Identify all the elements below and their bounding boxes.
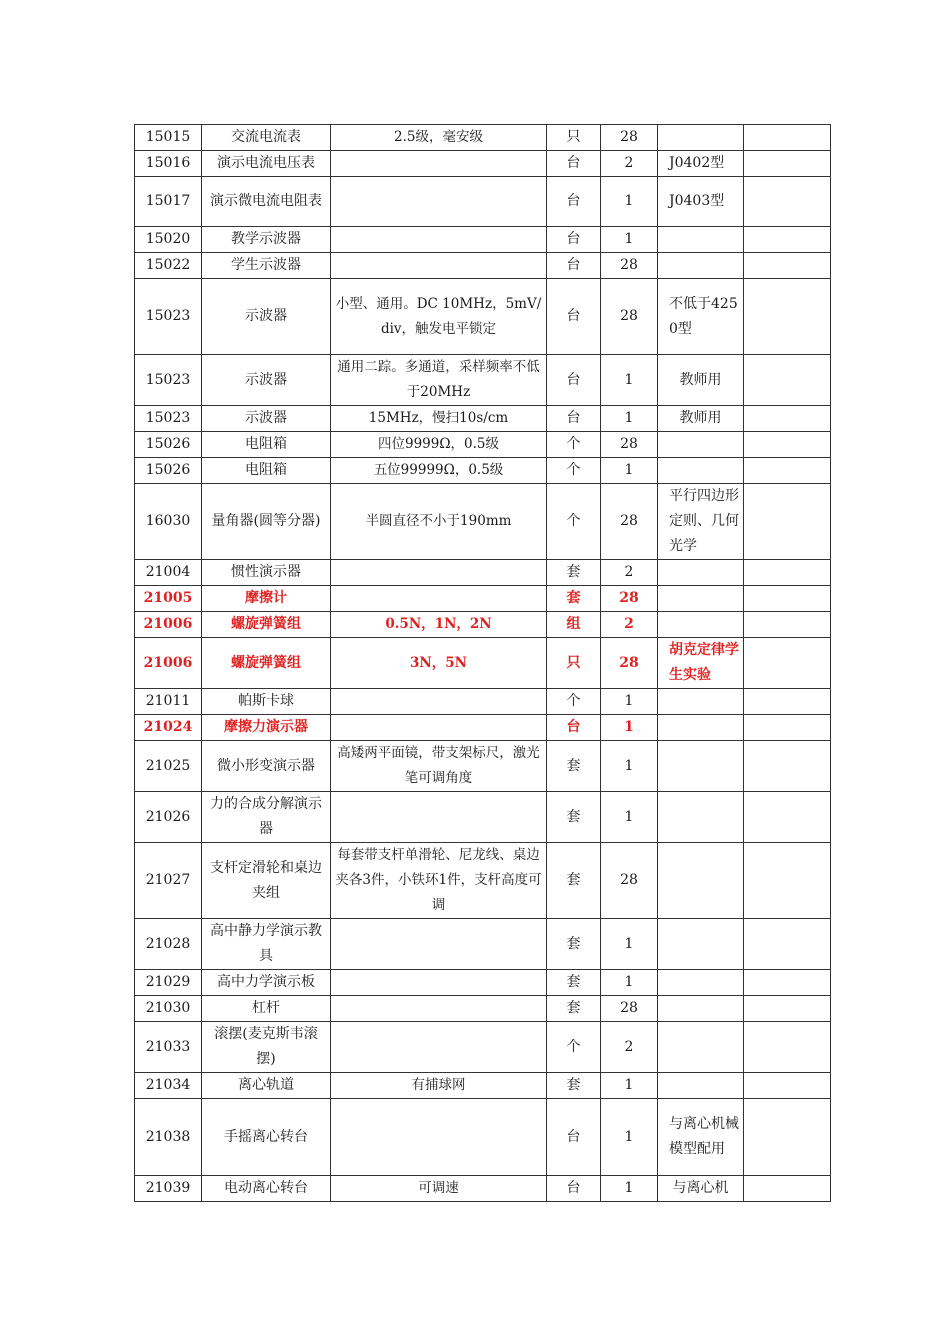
item-spec: 小型、通用。DC 10MHz，5mV/div，触发电平锁定	[331, 279, 547, 355]
item-spec: 0.5N，1N，2N	[331, 612, 547, 638]
item-code: 15023	[135, 355, 202, 406]
item-unit: 台	[547, 253, 601, 279]
item-code: 21027	[135, 843, 202, 919]
item-extra	[744, 432, 831, 458]
item-spec: 2.5级，毫安级	[331, 125, 547, 151]
item-extra	[744, 1022, 831, 1073]
item-name: 摩擦计	[202, 586, 331, 612]
item-name: 滚摆(麦克斯韦滚摆)	[202, 1022, 331, 1073]
item-spec	[331, 177, 547, 227]
item-spec: 四位9999Ω，0.5级	[331, 432, 547, 458]
item-spec	[331, 1022, 547, 1073]
item-unit: 台	[547, 406, 601, 432]
item-quantity: 1	[601, 177, 658, 227]
item-unit: 个	[547, 689, 601, 715]
item-unit: 只	[547, 125, 601, 151]
item-extra	[744, 227, 831, 253]
table-row	[135, 741, 831, 792]
item-extra	[744, 843, 831, 919]
item-extra	[744, 1176, 831, 1202]
item-quantity: 1	[601, 792, 658, 843]
item-note	[658, 1022, 744, 1073]
item-code: 21039	[135, 1176, 202, 1202]
table-row	[135, 792, 831, 843]
item-extra	[744, 638, 831, 689]
item-quantity: 1	[601, 1099, 658, 1176]
item-spec	[331, 227, 547, 253]
item-extra	[744, 715, 831, 741]
item-unit: 套	[547, 560, 601, 586]
item-name: 教学示波器	[202, 227, 331, 253]
item-spec: 可调速	[331, 1176, 547, 1202]
item-unit: 套	[547, 586, 601, 612]
item-note	[658, 227, 744, 253]
item-quantity: 1	[601, 715, 658, 741]
item-unit: 台	[547, 1176, 601, 1202]
item-name: 电阻箱	[202, 432, 331, 458]
item-code: 21006	[135, 638, 202, 689]
item-code: 15026	[135, 458, 202, 484]
table-row	[135, 919, 831, 970]
item-name: 演示电流电压表	[202, 151, 331, 177]
item-spec	[331, 560, 547, 586]
item-name: 惯性演示器	[202, 560, 331, 586]
item-code: 21011	[135, 689, 202, 715]
item-quantity: 28	[601, 484, 658, 560]
item-quantity: 1	[601, 458, 658, 484]
item-unit: 个	[547, 432, 601, 458]
equipment-table	[134, 124, 831, 1202]
item-code: 21028	[135, 919, 202, 970]
item-extra	[744, 125, 831, 151]
item-quantity: 28	[601, 253, 658, 279]
item-code: 15023	[135, 279, 202, 355]
item-spec: 有捕球网	[331, 1073, 547, 1099]
item-code: 21004	[135, 560, 202, 586]
table-row	[135, 458, 831, 484]
item-unit: 组	[547, 612, 601, 638]
item-spec	[331, 151, 547, 177]
item-code: 21006	[135, 612, 202, 638]
item-unit: 套	[547, 741, 601, 792]
item-spec: 通用二踪。多通道，采样频率不低于20MHz	[331, 355, 547, 406]
item-code: 21033	[135, 1022, 202, 1073]
item-quantity: 28	[601, 586, 658, 612]
item-name: 高中力学演示板	[202, 970, 331, 996]
item-spec: 半圆直径不小于190mm	[331, 484, 547, 560]
item-note: 教师用	[658, 406, 744, 432]
item-quantity: 1	[601, 227, 658, 253]
item-extra	[744, 1073, 831, 1099]
item-unit: 台	[547, 177, 601, 227]
item-code: 21024	[135, 715, 202, 741]
table-row	[135, 355, 831, 406]
item-quantity: 1	[601, 1073, 658, 1099]
table-row	[135, 586, 831, 612]
item-unit: 台	[547, 1099, 601, 1176]
item-quantity: 2	[601, 151, 658, 177]
item-extra	[744, 177, 831, 227]
item-name: 高中静力学演示教具	[202, 919, 331, 970]
item-unit: 套	[547, 792, 601, 843]
item-unit: 台	[547, 715, 601, 741]
item-spec: 每套带支杆单滑轮、尼龙线、桌边夹各3件，小铁环1件，支杆高度可调	[331, 843, 547, 919]
item-spec	[331, 586, 547, 612]
table-body	[135, 125, 831, 1202]
table-row	[135, 996, 831, 1022]
item-note: 不低于4250型	[658, 279, 744, 355]
item-extra	[744, 151, 831, 177]
item-unit: 个	[547, 484, 601, 560]
table-row	[135, 125, 831, 151]
item-extra	[744, 586, 831, 612]
item-name: 离心轨道	[202, 1073, 331, 1099]
item-unit: 台	[547, 279, 601, 355]
item-name: 示波器	[202, 279, 331, 355]
item-code: 21030	[135, 996, 202, 1022]
item-unit: 台	[547, 355, 601, 406]
item-spec	[331, 919, 547, 970]
item-note: 教师用	[658, 355, 744, 406]
item-extra	[744, 279, 831, 355]
table-row	[135, 1073, 831, 1099]
table-row	[135, 970, 831, 996]
item-note	[658, 586, 744, 612]
item-quantity: 28	[601, 996, 658, 1022]
item-code: 16030	[135, 484, 202, 560]
item-quantity: 28	[601, 279, 658, 355]
item-name: 螺旋弹簧组	[202, 612, 331, 638]
item-quantity: 1	[601, 406, 658, 432]
item-code: 15022	[135, 253, 202, 279]
item-spec	[331, 996, 547, 1022]
item-extra	[744, 253, 831, 279]
item-extra	[744, 689, 831, 715]
item-name: 微小形变演示器	[202, 741, 331, 792]
item-extra	[744, 741, 831, 792]
item-extra	[744, 919, 831, 970]
item-extra	[744, 1099, 831, 1176]
item-note: J0402型	[658, 151, 744, 177]
item-spec	[331, 970, 547, 996]
item-quantity: 28	[601, 125, 658, 151]
item-quantity: 28	[601, 432, 658, 458]
item-code: 21026	[135, 792, 202, 843]
item-name: 杠杆	[202, 996, 331, 1022]
item-extra	[744, 612, 831, 638]
table-row	[135, 1176, 831, 1202]
table-row	[135, 1022, 831, 1073]
item-unit: 套	[547, 843, 601, 919]
item-note: J0403型	[658, 177, 744, 227]
item-code: 21005	[135, 586, 202, 612]
item-note: 与离心机	[658, 1176, 744, 1202]
item-extra	[744, 406, 831, 432]
item-note	[658, 970, 744, 996]
item-spec	[331, 792, 547, 843]
item-name: 电动离心转台	[202, 1176, 331, 1202]
item-name: 电阻箱	[202, 458, 331, 484]
item-code: 21034	[135, 1073, 202, 1099]
item-unit: 台	[547, 227, 601, 253]
table-row	[135, 253, 831, 279]
item-extra	[744, 996, 831, 1022]
item-unit: 套	[547, 996, 601, 1022]
item-note: 平行四边形定则、几何光学	[658, 484, 744, 560]
table-row	[135, 612, 831, 638]
item-unit: 个	[547, 1022, 601, 1073]
item-unit: 台	[547, 151, 601, 177]
item-note	[658, 741, 744, 792]
item-note	[658, 612, 744, 638]
item-quantity: 2	[601, 560, 658, 586]
item-code: 15020	[135, 227, 202, 253]
item-note	[658, 560, 744, 586]
table-row	[135, 715, 831, 741]
item-note	[658, 432, 744, 458]
item-quantity: 28	[601, 638, 658, 689]
item-unit: 套	[547, 970, 601, 996]
item-name: 交流电流表	[202, 125, 331, 151]
table-row	[135, 484, 831, 560]
item-quantity: 28	[601, 843, 658, 919]
item-extra	[744, 484, 831, 560]
item-code: 21038	[135, 1099, 202, 1176]
table-row	[135, 406, 831, 432]
item-note	[658, 1073, 744, 1099]
table-row	[135, 279, 831, 355]
item-spec: 高矮两平面镜，带支架标尺，激光笔可调角度	[331, 741, 547, 792]
item-note	[658, 458, 744, 484]
item-spec: 15MHz，慢扫10s/cm	[331, 406, 547, 432]
item-note: 胡克定律学生实验	[658, 638, 744, 689]
item-extra	[744, 560, 831, 586]
item-extra	[744, 458, 831, 484]
item-quantity: 1	[601, 970, 658, 996]
item-unit: 套	[547, 1073, 601, 1099]
table-row	[135, 227, 831, 253]
table-row	[135, 432, 831, 458]
item-note: 与离心机械模型配用	[658, 1099, 744, 1176]
item-spec	[331, 689, 547, 715]
item-code: 15017	[135, 177, 202, 227]
item-spec: 3N，5N	[331, 638, 547, 689]
item-name: 摩擦力演示器	[202, 715, 331, 741]
table-row	[135, 689, 831, 715]
item-name: 力的合成分解演示器	[202, 792, 331, 843]
item-spec	[331, 715, 547, 741]
item-code: 15023	[135, 406, 202, 432]
item-code: 21025	[135, 741, 202, 792]
item-note	[658, 843, 744, 919]
item-quantity: 1	[601, 355, 658, 406]
item-quantity: 2	[601, 1022, 658, 1073]
item-quantity: 1	[601, 919, 658, 970]
item-note	[658, 253, 744, 279]
item-name: 帕斯卡球	[202, 689, 331, 715]
item-note	[658, 689, 744, 715]
table-row	[135, 560, 831, 586]
item-name: 学生示波器	[202, 253, 331, 279]
item-code: 15016	[135, 151, 202, 177]
item-code: 15015	[135, 125, 202, 151]
item-name: 支杆定滑轮和桌边夹组	[202, 843, 331, 919]
item-name: 示波器	[202, 406, 331, 432]
item-code: 21029	[135, 970, 202, 996]
item-extra	[744, 970, 831, 996]
item-extra	[744, 355, 831, 406]
item-quantity: 2	[601, 612, 658, 638]
table-row	[135, 638, 831, 689]
item-note	[658, 792, 744, 843]
item-note	[658, 125, 744, 151]
item-name: 演示微电流电阻表	[202, 177, 331, 227]
item-spec	[331, 253, 547, 279]
table-row	[135, 151, 831, 177]
item-quantity: 1	[601, 1176, 658, 1202]
table-row	[135, 177, 831, 227]
item-code: 15026	[135, 432, 202, 458]
item-spec: 五位99999Ω，0.5级	[331, 458, 547, 484]
item-note	[658, 996, 744, 1022]
item-name: 量角器(圆等分器)	[202, 484, 331, 560]
item-name: 示波器	[202, 355, 331, 406]
item-note	[658, 919, 744, 970]
item-quantity: 1	[601, 689, 658, 715]
item-unit: 套	[547, 919, 601, 970]
table-row	[135, 843, 831, 919]
item-extra	[744, 792, 831, 843]
item-unit: 个	[547, 458, 601, 484]
item-name: 手摇离心转台	[202, 1099, 331, 1176]
item-spec	[331, 1099, 547, 1176]
item-unit: 只	[547, 638, 601, 689]
item-quantity: 1	[601, 741, 658, 792]
item-note	[658, 715, 744, 741]
table-row	[135, 1099, 831, 1176]
item-name: 螺旋弹簧组	[202, 638, 331, 689]
